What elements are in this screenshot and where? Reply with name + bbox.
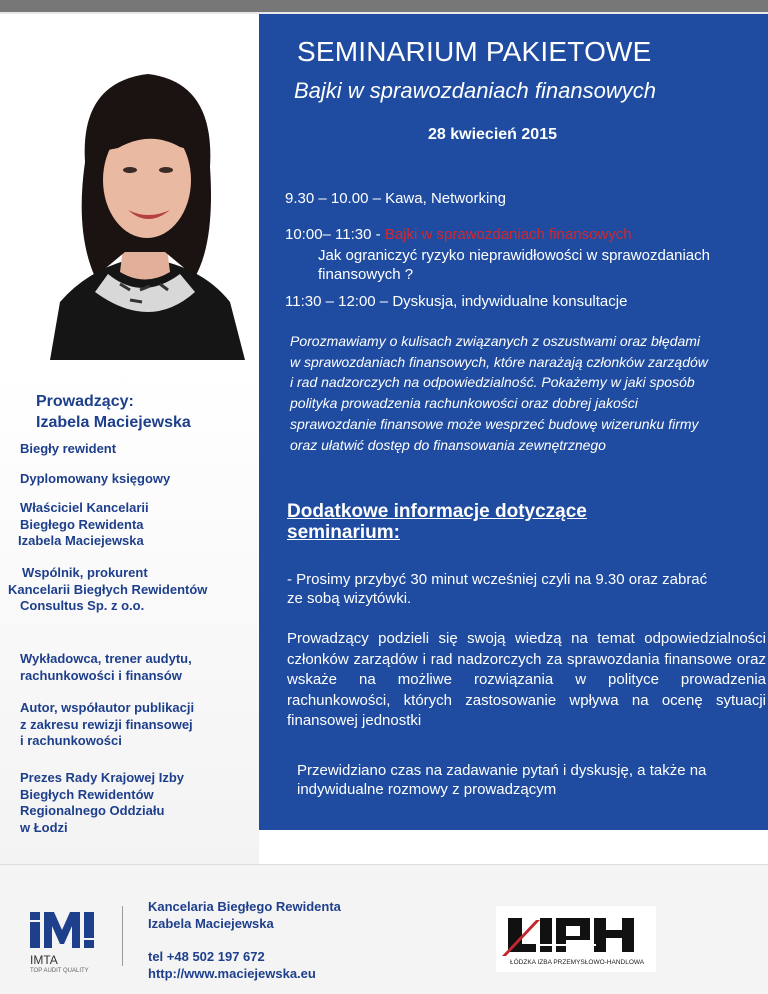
role-line: Autor, współautor publikacji [20, 700, 195, 715]
lipih-logo-mark [496, 906, 656, 972]
footer-firm-line2: Izabela Maciejewska [148, 916, 274, 931]
role-line: Dyplomowany księgowy [20, 471, 171, 486]
agenda-item-lecture-title: Bajki w sprawozdaniach finansowych [384, 226, 632, 243]
role-line: Właściciel Kancelarii [20, 500, 149, 515]
imta-logo [28, 908, 100, 974]
role-line: Biegłych Rewidentów [20, 786, 154, 802]
role-line: Biegłego Rewidenta [20, 516, 144, 532]
extra-info-heading [287, 501, 687, 543]
presenter-role-auditor [20, 441, 260, 458]
presenter-heading [36, 391, 191, 433]
footer-firm-line1: Kancelaria Biegłego Rewidenta [148, 899, 341, 914]
imta-logo-mark [28, 908, 100, 974]
extra-info-questions: Przewidziano czas na zadawanie pytań i dyskusję, a także na indywidualne rozmowy z prowadzącym [297, 762, 707, 798]
imta-logo-tagline: TOP AUDIT QUALITY [30, 968, 89, 974]
extra-info-knowledge: Prowadzący podzieli się swoją wiedzą na temat odpowiedzialności członków zarządów i rad nadzorczych za sprawozdania finansowe oraz wskaże na możliwe rozwiązania w polityce prowadzenia rachunkowości, których zastosowanie wpływa na ocenę sytuacji finansowej jednostki [287, 630, 766, 729]
role-line: w Łodzi [20, 819, 68, 835]
role-line: Wykładowca, trener audytu, [20, 651, 192, 666]
role-line: Wspólnik, prokurent [22, 565, 148, 580]
role-line: Izabela Maciejewska [18, 533, 144, 548]
agenda-item-discussion: 11:30 – 12:00 – Dyskusja, indywidualne konsultacje [285, 293, 628, 310]
lipih-logo [496, 906, 656, 972]
role-line: Consultus Sp. z o.o. [20, 598, 145, 613]
presenter-label: Prowadzący: [36, 393, 134, 410]
footer-divider [0, 864, 768, 865]
presenter-name: Izabela Maciejewska [36, 414, 191, 431]
role-line: i rachunkowości [20, 733, 122, 748]
role-line: Regionalnego Oddziału [20, 803, 165, 818]
agenda-item-lecture [285, 226, 632, 243]
presenter-photo-illustration [30, 52, 258, 360]
footer-phone: tel +48 502 197 672 [148, 949, 265, 964]
extra-info-heading-line2: seminarium: [287, 522, 400, 543]
presenter-role-lecturer [20, 651, 260, 684]
seminar-subtitle: Bajki w sprawozdaniach finansowych [294, 78, 656, 103]
agenda-item-coffee: 9.30 – 10.00 – Kawa, Networking [285, 190, 506, 207]
footer-firm [148, 898, 341, 932]
top-border-bar [0, 0, 768, 12]
footer-url[interactable]: http://www.maciejewska.eu [148, 966, 316, 981]
lipih-caption: ŁÓDZKA IZBA PRZEMYSŁOWO-HANDLOWA [510, 959, 645, 966]
footer-contact [148, 948, 316, 982]
agenda-item-lecture-time: 10:00– 11:30 - [285, 226, 385, 243]
role-line: Prezes Rady Krajowej Izby [20, 770, 185, 785]
seminar-date: 28 kwiecień 2015 [428, 126, 557, 143]
imta-logo-text: IMTA [30, 953, 58, 967]
agenda-item-lecture-description: Jak ograniczyć ryzyko nieprawidłowości w sprawozdaniach finansowych ? [318, 247, 710, 283]
extra-info-heading-line1: Dodatkowe informacje dotyczące [287, 501, 587, 522]
logo-divider [122, 906, 123, 966]
role-line: z zakresu rewizji finansowej [20, 716, 193, 732]
presenter-role-accountant [20, 471, 260, 488]
role-line: rachunkowości i finansów [20, 667, 182, 683]
presenter-role-author [20, 700, 260, 750]
role-line: Kancelarii Biegłych Rewidentów [8, 581, 208, 597]
presenter-role-partner [8, 565, 262, 615]
seminar-description: Porozmawiamy o kulisach związanych z oszustwami oraz błędami w sprawozdaniach finansowych, które narażają członków zarządów i rad nadzorczych na odpowiedzialność. Pokażemy w jaki sposób polityka prowadzenia rachunkowości oraz dobrej jakości sprawozdanie finansowe może wesprzeć budowę wizerunku firmy oraz ułatwić dostęp do finansowania zewnętrznego [290, 333, 708, 453]
extra-info-arrival: - Prosimy przybyć 30 minut wcześniej czyli na 9.30 oraz zabrać ze sobą wizytówki. [287, 571, 708, 607]
presenter-role-owner [20, 500, 260, 550]
role-line: Biegły rewident [20, 441, 117, 456]
presenter-photo [30, 52, 258, 360]
presenter-role-president [20, 770, 260, 836]
seminar-title: SEMINARIUM PAKIETOWE [297, 36, 652, 67]
